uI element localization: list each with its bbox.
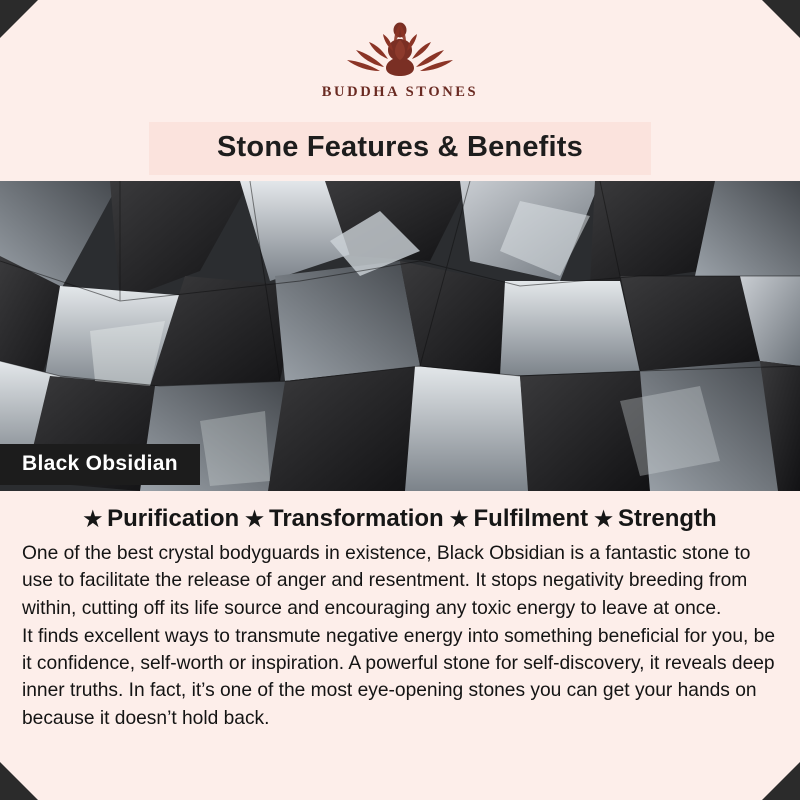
benefit-item-transformation xyxy=(245,505,444,533)
benefit-item-fulfilment xyxy=(450,505,588,533)
benefit-item-strength xyxy=(594,505,717,533)
corner-decoration-bottom-left xyxy=(0,762,38,800)
benefit-label: Fulfilment xyxy=(473,505,589,532)
description-paragraph-2: It finds excellent ways to transmute negative energy into something beneficial for you, be it confidence, self-worth or inspiration. A powerful stone for self-discovery, it reveals deep inner truths. In fact, it’s one of the most eye-opening stones you can get your hands on because it doesn’t hold back. xyxy=(22,625,775,729)
corner-decoration-top-left xyxy=(0,0,38,38)
star-icon: ★ xyxy=(83,507,103,531)
benefit-label: Strength xyxy=(618,505,717,532)
star-icon: ★ xyxy=(594,507,613,531)
page-title: Stone Features & Benefits xyxy=(217,131,583,163)
lotus-meditation-icon xyxy=(325,16,475,82)
star-icon: ★ xyxy=(449,507,469,531)
content-section xyxy=(0,491,800,800)
benefit-label: Transformation xyxy=(268,505,444,532)
hero-image xyxy=(0,181,800,491)
brand-name: BUDDHA STONES xyxy=(321,84,479,100)
stone-name-label: Black Obsidian xyxy=(0,444,200,485)
corner-decoration-top-right xyxy=(762,0,800,38)
description-paragraph-1: One of the best crystal bodyguards in existence, Black Obsidian is a fantastic stone to use to facilitate the release of anger and resentment. It stops negativity breeding from within, cutting off its life source and encouraging any toxic energy to leave at once. xyxy=(22,543,751,619)
benefit-item-purification xyxy=(83,505,239,533)
title-banner xyxy=(149,122,651,175)
corner-decoration-bottom-right xyxy=(762,762,800,800)
benefits-list xyxy=(22,505,778,533)
benefit-label: Purification xyxy=(107,505,240,532)
brand-header xyxy=(0,0,800,118)
description-text xyxy=(22,540,778,732)
star-icon: ★ xyxy=(245,507,264,531)
